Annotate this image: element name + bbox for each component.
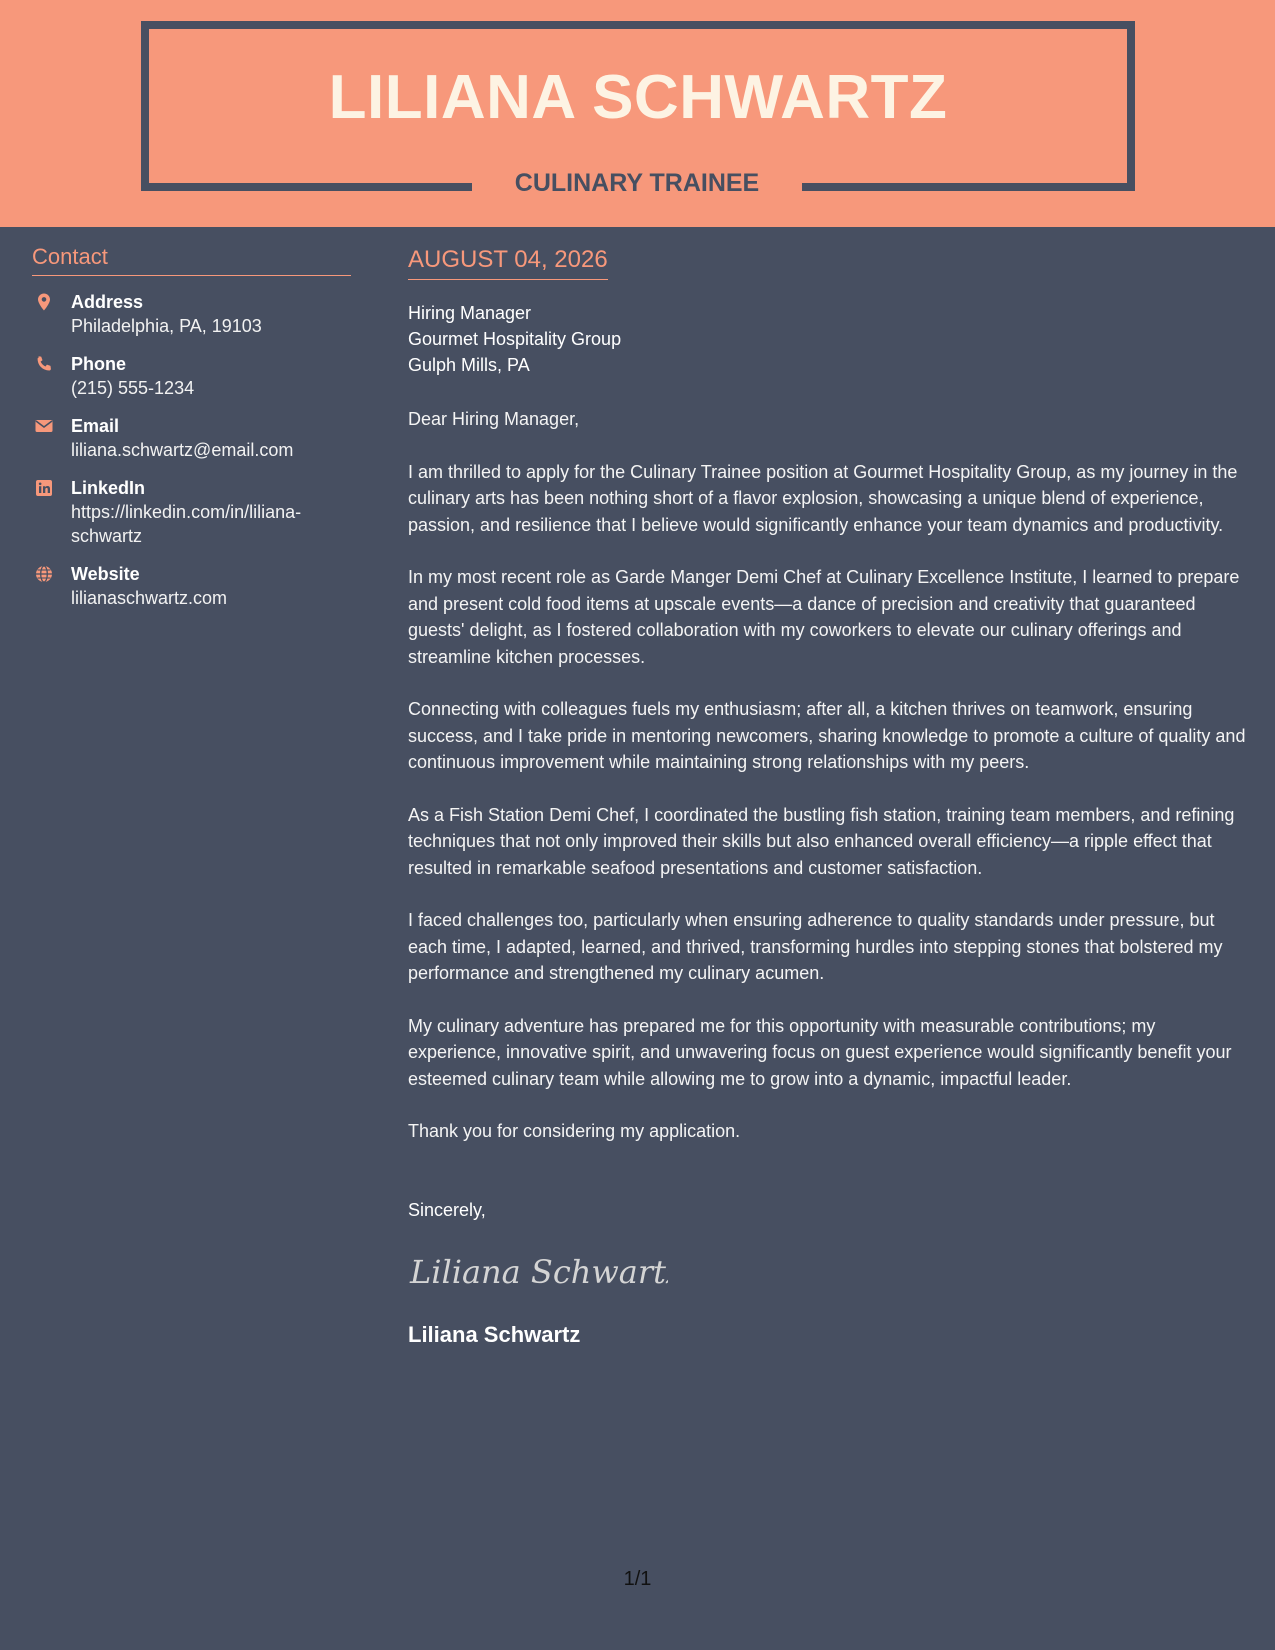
contact-label: Address	[71, 292, 144, 312]
recipient-block	[408, 300, 1253, 378]
letter-paragraph: My culinary adventure has prepared me for this opportunity with measurable contributions; my experience, innovative spirit, and unwavering focus on guest experience would significantly benefit your esteemed culinary team while allowing me to grow into a dynamic, impactful leader.	[408, 1015, 1232, 1089]
contact-label: Email	[71, 416, 120, 436]
recipient-line: Hiring Manager	[408, 303, 532, 323]
phone-icon	[34, 354, 54, 374]
contact-email	[32, 414, 351, 462]
signer-name: Liliana Schwartz	[408, 1321, 581, 1347]
contact-value: (215) 555-1234	[71, 378, 195, 398]
contact-value: https://linkedin.com/in/liliana-schwartz	[71, 502, 302, 546]
contact-sidebar	[32, 243, 351, 610]
contact-website	[32, 562, 351, 610]
letter-body	[408, 244, 1253, 1350]
map-pin-icon	[34, 292, 54, 312]
envelope-icon	[34, 416, 54, 436]
letter-paragraph: Connecting with colleagues fuels my enthusiasm; after all, a kitchen thrives on teamwork, ensuring success, and I take pride in mentoring newcomers, sharing knowledge to promote a culture of quality and continuous improvement while maintaining strong relationships with my peers.	[408, 699, 1246, 772]
contact-label: LinkedIn	[71, 478, 146, 498]
signature-text: Liliana Schwartz	[410, 1252, 668, 1291]
globe-icon	[34, 564, 54, 584]
contact-label: Phone	[71, 354, 127, 374]
job-title: CULINARY TRAINEE	[514, 169, 760, 197]
letter-paragraph: I am thrilled to apply for the Culinary Trainee position at Gourmet Hospitality Group, as my journey in the culinary arts has been nothing short of a flavor explosion, showcasing a unique blend of experience, passion, and resilience that I believe would significantly enhance your team dynamics and productivity.	[408, 461, 1238, 535]
letter-paragraph: Thank you for considering my application.	[408, 1121, 741, 1141]
recipient-line: Gourmet Hospitality Group	[408, 329, 622, 349]
linkedin-icon	[34, 478, 54, 498]
contact-linkedin	[32, 476, 351, 548]
recipient-line: Gulph Mills, PA	[408, 355, 530, 375]
contact-phone	[32, 352, 351, 400]
contact-heading: Contact	[32, 243, 351, 276]
page-number: 1/1	[623, 1568, 652, 1590]
contact-value: lilianaschwartz.com	[71, 588, 228, 608]
contact-value: Philadelphia, PA, 19103	[71, 316, 262, 336]
applicant-name: LILIANA SCHWARTZ	[328, 63, 948, 132]
contact-value: liliana.schwartz@email.com	[71, 440, 294, 460]
letter-date: AUGUST 04, 2026	[408, 244, 608, 280]
contact-label: Website	[71, 564, 140, 584]
letter-paragraph: I faced challenges too, particularly when ensuring adherence to quality standards under pressure, but each time, I adapted, learned, and thrived, transforming hurdles into stepping stones that bolstered my performance and strengthened my culinary acumen.	[408, 910, 1223, 983]
letter-paragraph: In my most recent role as Garde Manger Demi Chef at Culinary Excellence Institute, I learned to prepare and present cold food items at upscale events—a dance of precision and creativity that guaranteed guests' delight, as I fostered collaboration with my coworkers to elevate our culinary offerings and streamline kitchen processes.	[408, 567, 1240, 667]
closing: Sincerely,	[408, 1199, 486, 1220]
signature-image	[408, 1247, 668, 1297]
greeting: Dear Hiring Manager,	[408, 409, 580, 429]
header-banner	[0, 0, 1275, 227]
contact-address	[32, 290, 351, 338]
letter-paragraph: As a Fish Station Demi Chef, I coordinated the bustling fish station, training team members, and refining techniques that not only improved their skills but also enhanced overall efficiency—a ripple effect that resulted in remarkable seafood presentations and customer satisfaction.	[408, 804, 1235, 878]
